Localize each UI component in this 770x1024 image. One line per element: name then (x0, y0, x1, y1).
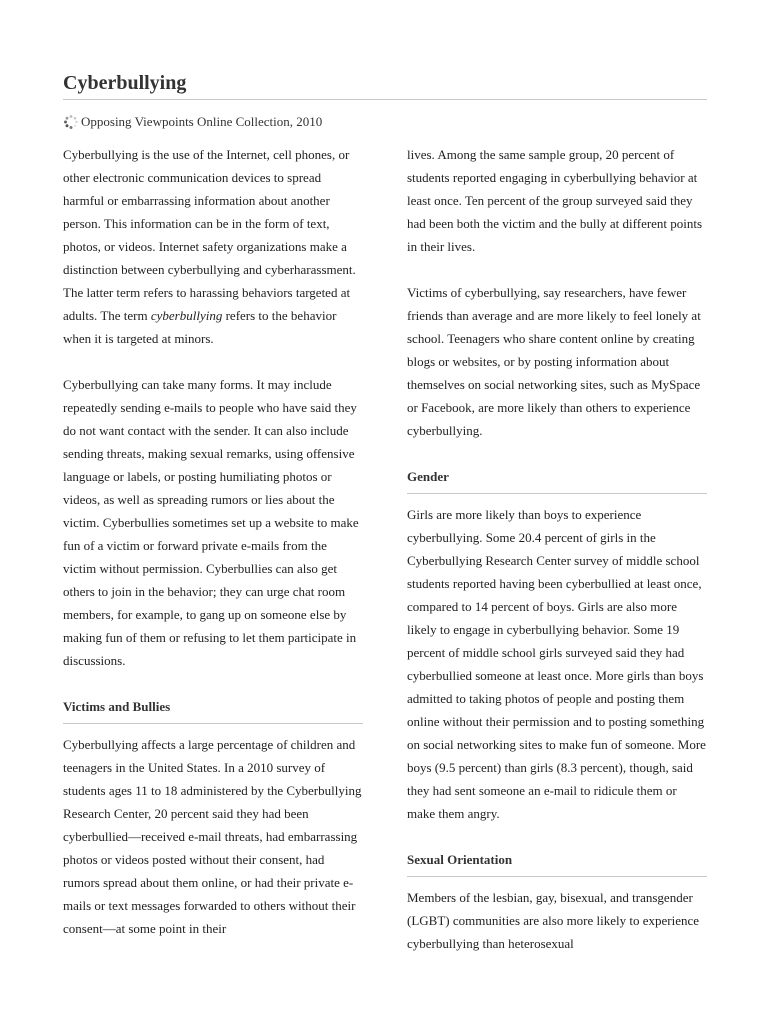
left-column (63, 143, 363, 940)
heading-sexual-orientation: Sexual Orientation (407, 848, 707, 877)
right-column (407, 143, 707, 955)
paragraph-forms: Cyberbullying can take many forms. It may include repeatedly sending e-mails to people who have said they do not want contact with the sender. It can also include sending threats, making sexual remarks, using offensive language or labels, or posting humiliating photos or videos, as well as spreading rumors or lies about the victim. Cyberbullies sometimes set up a website to make fun of a victim or forward private e-mails from the victim without permission. Cyberbullies can also get others to join in the behavior; they can urge chat room members, for example, to gang up on someone else by making fun of them or refusing to let them participate in discussions. (63, 377, 359, 668)
paragraph-survey-continued: lives. Among the same sample group, 20 percent of students reported engaging in cyberbullying behavior at least once. Ten percent of the group surveyed said they had been both the victim and the bully at different points in their lives. (407, 147, 703, 254)
emphasized-term: cyberbullying (150, 308, 223, 323)
paragraph-gender: Girls are more likely than boys to experience cyberbullying. Some 20.4 percent of girls in the Cyberbullying Research Center survey of middle school students reported having been cyberbullied at least once, compared to 14 percent of boys. Girls are also more likely to engage in cyberbullying behavior. Some 19 percent of middle school girls surveyed said they had cyberbullied someone at least once. More girls than boys admitted to taking photos of people and posting them online without their permission and to posting something on social networking sites to make fun of someone. More boys (9.5 percent) than girls (8.3 percent), though, said they had sent someone an e-mail to ridicule them or make them angry. (407, 507, 706, 821)
title-divider (63, 99, 707, 100)
paragraph-definition: Cyberbullying is the use of the Internet, cell phones, or other electronic communication devices to spread harmful or embarrassing information about another person. This information can be in the form of text, photos, or videos. Internet safety organizations make a distinction between cyberbullying and cyberharassment. The latter term refers to harassing behaviors targeted at adults. The term cyberbullying refers to the behavior when it is targeted at minors. (63, 147, 356, 346)
paragraph-sexual-orientation: Members of the lesbian, gay, bisexual, and transgender (LGBT) communities are also more likely to experience cyberbullying than heterosexual (407, 890, 700, 951)
source-line (63, 112, 322, 132)
paragraph-victims-traits: Victims of cyberbullying, say researchers, have fewer friends than average and are more likely to feel lonely at school. Teenagers who share content online by creating blogs or websites, or by posting information about themselves on social networking sites, such as MySpace or Facebook, are more likely than others to experience cyberbullying. (407, 285, 701, 438)
article-title: Cyberbullying (63, 72, 187, 94)
source-text: Opposing Viewpoints Online Collection, 2010 (81, 114, 323, 129)
heading-gender: Gender (407, 465, 707, 494)
paragraph-survey: Cyberbullying affects a large percentage of children and teenagers in the United States. In a 2010 survey of students ages 11 to 18 administered by the Cyberbullying Research Center, 20 percent said they had been cyberbullied—received e-mail threats, had embarrassing photos or videos posted without their consent, had rumors spread about them online, or had their private e-mails or text messages forwarded to others without their consent—at some point in their (63, 737, 362, 936)
heading-victims-and-bullies: Victims and Bullies (63, 695, 363, 724)
loading-spinner-icon (63, 114, 79, 130)
